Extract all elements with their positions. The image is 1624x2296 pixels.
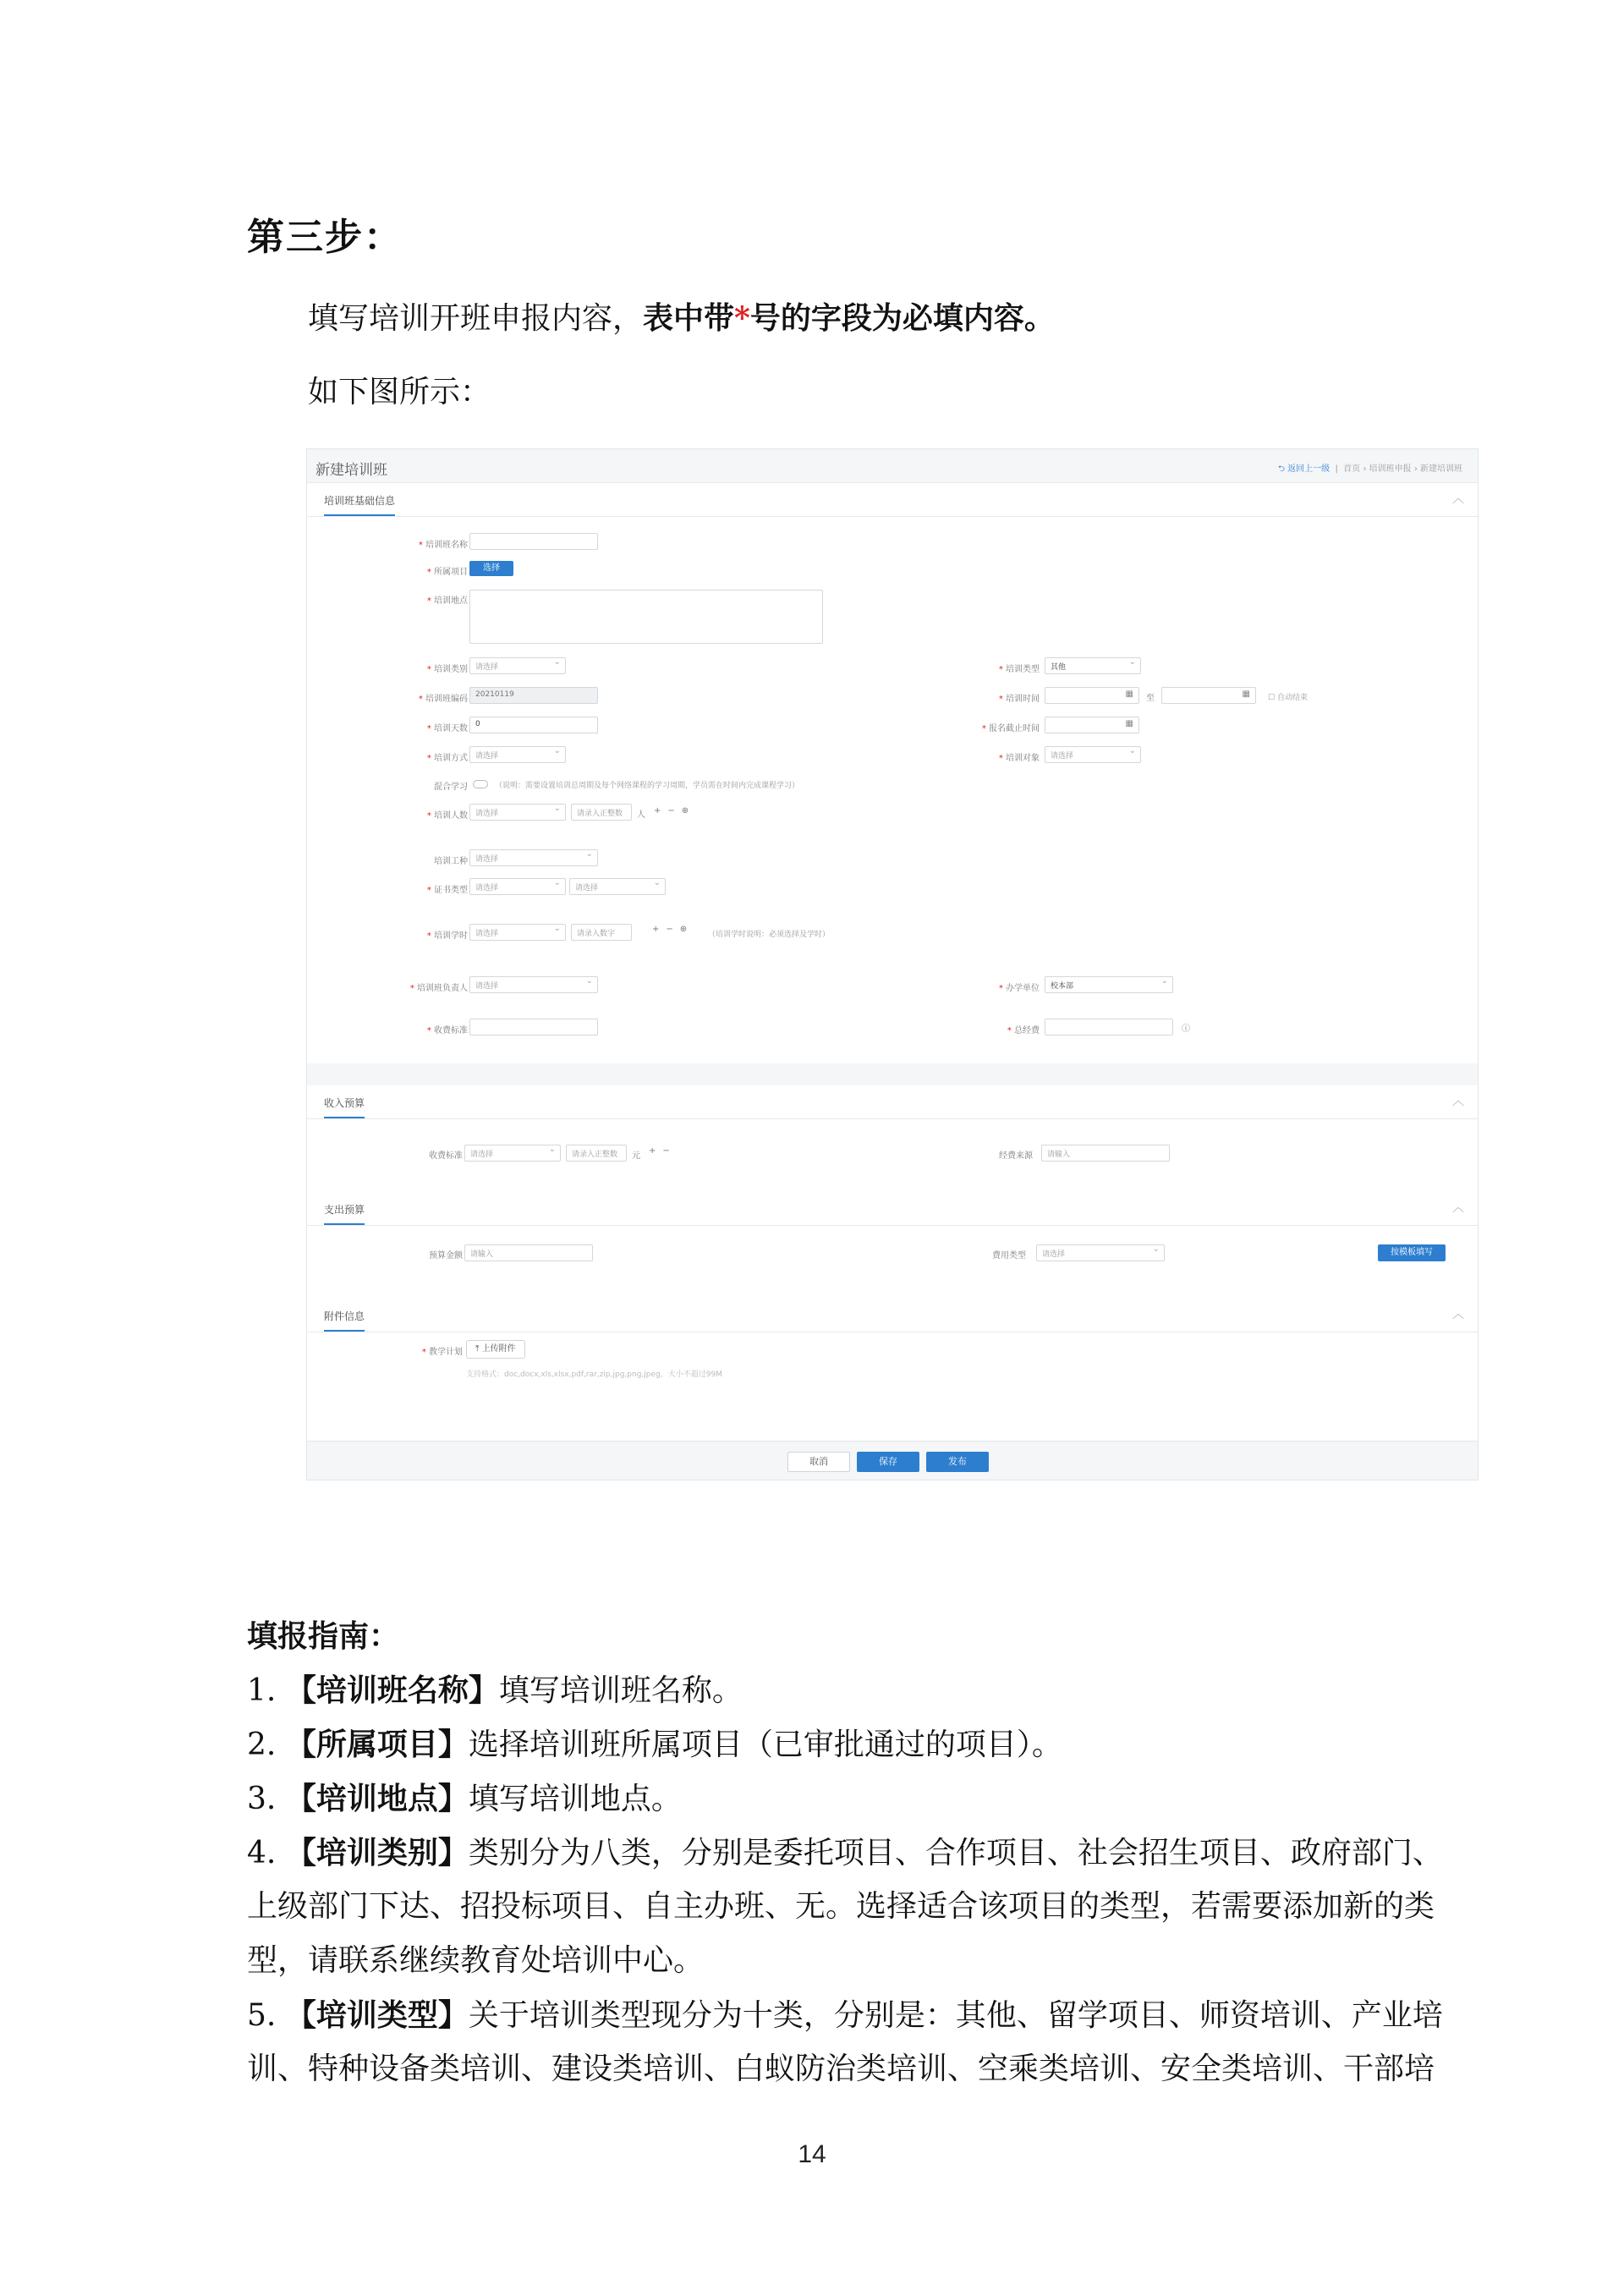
income-add-remove-icons[interactable]: +− — [649, 1146, 677, 1156]
form-screenshot — [306, 448, 1479, 1480]
breadcrumb: ⮌ 返回上一级 | 首页 › 培训班申报 › 新建培训班 — [1277, 464, 1462, 474]
people-unit: 人 — [637, 810, 645, 820]
screenshot-header — [307, 449, 1479, 483]
source-input[interactable]: 请输入 — [1041, 1145, 1170, 1162]
template-fill-button[interactable]: 按模板填写 — [1378, 1244, 1446, 1261]
cert-label: * 证书类型 — [426, 886, 468, 895]
income-header — [307, 1085, 1479, 1119]
end-date-input[interactable] — [1161, 687, 1256, 704]
screenshot-title: 新建培训班 — [315, 462, 387, 479]
basic-info-header — [307, 483, 1479, 517]
collapse-icon[interactable]: ︿ — [1452, 1095, 1464, 1108]
time-separator: 至 — [1146, 694, 1155, 703]
expense-header — [307, 1192, 1479, 1226]
income-fee-input[interactable]: 请录入正整数 — [566, 1145, 627, 1162]
people-label: * 培训人数 — [426, 811, 468, 821]
save-button[interactable]: 保存 — [857, 1452, 919, 1472]
guide-item-2: 2. 【所属项目】选择培训班所属项目（已审批通过的项目）。 — [247, 1727, 1062, 1762]
location-textarea[interactable] — [469, 590, 823, 644]
guide-item-4-line-3: 型，请联系继续教育处培训中心。 — [247, 1943, 705, 1978]
hours-add-remove-icons[interactable]: +−⊕ — [652, 925, 694, 934]
tab-attachment[interactable]: 附件信息 — [324, 1309, 365, 1332]
attachment-header — [307, 1299, 1479, 1332]
intro-paragraph — [308, 298, 1055, 339]
basic-info-panel — [307, 483, 1479, 1067]
income-panel — [307, 1085, 1479, 1178]
org-select[interactable]: 校本部 ⌄ — [1045, 976, 1173, 993]
online-note: （说明：需要设置培训总周期及每个网络课程的学习周期，学员需在时间内完成课程学习） — [495, 782, 800, 790]
calendar-icon: ▦ — [1125, 719, 1133, 728]
leader-label: * 培训班负责人 — [409, 984, 468, 993]
deadline-label: * 报名截止时间 — [981, 724, 1040, 733]
type-select[interactable]: 其他 ⌄ — [1045, 657, 1141, 674]
upload-button[interactable]: ⤒ 上传附件 — [466, 1340, 525, 1359]
name-input[interactable] — [469, 533, 598, 550]
guide-item-5: 5. 【培训类型】关于培训类型现分为十类，分别是：其他、留学项目、师资培训、产业培 — [247, 1997, 1443, 2033]
tab-basic-info[interactable]: 培训班基础信息 — [324, 493, 395, 516]
required-star: * — [734, 300, 750, 336]
collapse-icon[interactable]: ︿ — [1452, 1308, 1464, 1321]
target-label: * 培训对象 — [998, 754, 1040, 763]
work-select[interactable]: 请选择 ⌄ — [469, 849, 598, 866]
tab-expense[interactable]: 支出预算 — [324, 1202, 365, 1225]
cert-select-2[interactable]: 请选择 ⌄ — [569, 878, 666, 895]
location-label: * 培训地点 — [426, 596, 468, 606]
expense-panel — [307, 1192, 1479, 1287]
fee-type-select[interactable]: 请选择 ⌄ — [1036, 1244, 1165, 1261]
calendar-icon: ▦ — [1125, 689, 1133, 699]
hours-note: （培训学时说明：必须选择及学时） — [708, 931, 831, 939]
amount-label: 预算金额 — [429, 1251, 463, 1261]
mode-label: * 培训方式 — [426, 754, 468, 763]
project-label: * 所属项目 — [426, 568, 468, 577]
collapse-icon[interactable]: ︿ — [1452, 1201, 1464, 1215]
hours-label: * 培训学时 — [426, 931, 468, 941]
form-footer — [307, 1441, 1479, 1480]
figure-caption: 如下图所示： — [308, 375, 491, 409]
online-label: 混合学习 — [434, 783, 468, 792]
step-heading: 第三步： — [247, 216, 403, 259]
days-label: * 培训天数 — [426, 724, 468, 733]
intro-prefix: 填写培训开班申报内容， — [308, 301, 644, 336]
deadline-input[interactable] — [1045, 717, 1139, 733]
time-label: * 培训时间 — [998, 695, 1040, 704]
fee-type-label: 费用类型 — [992, 1251, 1026, 1261]
income-unit: 元 — [632, 1151, 640, 1161]
online-toggle[interactable] — [473, 780, 488, 788]
intro-bold-before: 表中带 — [643, 300, 735, 336]
start-date-input[interactable] — [1045, 687, 1139, 704]
attachment-panel — [307, 1299, 1479, 1434]
cancel-button[interactable]: 取消 — [787, 1452, 850, 1472]
section-gap — [307, 1063, 1479, 1085]
name-label: * 培训班名称 — [418, 541, 468, 550]
guide-item-1: 1. 【培训班名称】填写培训班名称。 — [247, 1673, 743, 1708]
work-label: 培训工种 — [434, 857, 468, 866]
page-number: 14 — [798, 2140, 826, 2168]
income-fee-select[interactable]: 请选择 ⌄ — [464, 1145, 561, 1162]
leader-select[interactable]: 请选择 ⌄ — [469, 976, 598, 993]
guide-item-3: 3. 【培训地点】填写培训地点。 — [247, 1781, 682, 1816]
target-select[interactable]: 请选择 ⌄ — [1045, 746, 1141, 763]
income-fee-label: 收费标准 — [429, 1151, 463, 1161]
org-label: * 办学单位 — [998, 984, 1040, 993]
publish-button[interactable]: 发布 — [926, 1452, 989, 1472]
cert-select-1[interactable]: 请选择 ⌄ — [469, 878, 566, 895]
guide-item-4: 4. 【培训类别】类别分为八类，分别是委托项目、合作项目、社会招生项目、政府部门、 — [247, 1835, 1443, 1870]
back-link[interactable]: ⮌ 返回上一级 — [1277, 464, 1330, 474]
plan-label: * 教学计划 — [421, 1348, 463, 1357]
people-select[interactable]: 请选择 ⌄ — [469, 804, 566, 821]
mode-select[interactable]: 请选择 ⌄ — [469, 746, 566, 763]
auto-end-checkbox[interactable]: ☐ 自动结束 — [1268, 694, 1308, 702]
breadcrumb-path: 首页 › 培训班申报 › 新建培训班 — [1343, 464, 1462, 474]
source-label: 经费来源 — [999, 1151, 1033, 1161]
collapse-icon[interactable]: ︿ — [1452, 492, 1464, 506]
category-label: * 培训类别 — [426, 665, 468, 674]
code-input: 20210119 — [469, 687, 598, 704]
type-label: * 培训类型 — [998, 665, 1040, 674]
fee-input[interactable] — [469, 1019, 598, 1035]
category-select[interactable]: 请选择 ⌄ — [469, 657, 566, 674]
guide-item-5-line-2: 训、特种设备类培训、建设类培训、白蚁防治类培训、空乘类培训、安全类培训、干部培 — [247, 2052, 1435, 2086]
select-project-button[interactable]: 选择 — [469, 561, 513, 576]
amount-input[interactable]: 请输入 — [464, 1244, 593, 1261]
people-add-remove-icons[interactable]: +−⊕ — [654, 806, 696, 816]
code-label: * 培训班编码 — [418, 695, 468, 704]
people-input[interactable]: 请录入正整数 — [571, 804, 632, 821]
guide-title: 填报指南： — [247, 1618, 400, 1654]
hours-select[interactable]: 请选择 ⌄ — [469, 924, 566, 941]
fee-label: * 收费标准 — [426, 1026, 468, 1035]
days-input[interactable]: 0 — [469, 717, 598, 733]
intro-bold-after: 号的字段为必填内容。 — [749, 300, 1055, 336]
hours-input[interactable]: 请录入数字 — [571, 924, 632, 941]
tab-income[interactable]: 收入预算 — [324, 1096, 365, 1118]
total-label: * 总经费 — [1007, 1026, 1040, 1035]
calendar-icon: ▦ — [1242, 689, 1250, 699]
guide-item-4-line-2: 上级部门下达、招投标项目、自主办班、无。选择适合该项目的类型，若需要添加新的类 — [247, 1889, 1435, 1924]
total-input[interactable] — [1045, 1019, 1173, 1035]
info-icon[interactable]: ⓘ — [1182, 1024, 1190, 1034]
upload-formats-note: 支持格式：doc,docx,xls,xlsx,pdf,rar,zip,jpg,png,jpeg，大小不超过99M — [466, 1370, 722, 1379]
